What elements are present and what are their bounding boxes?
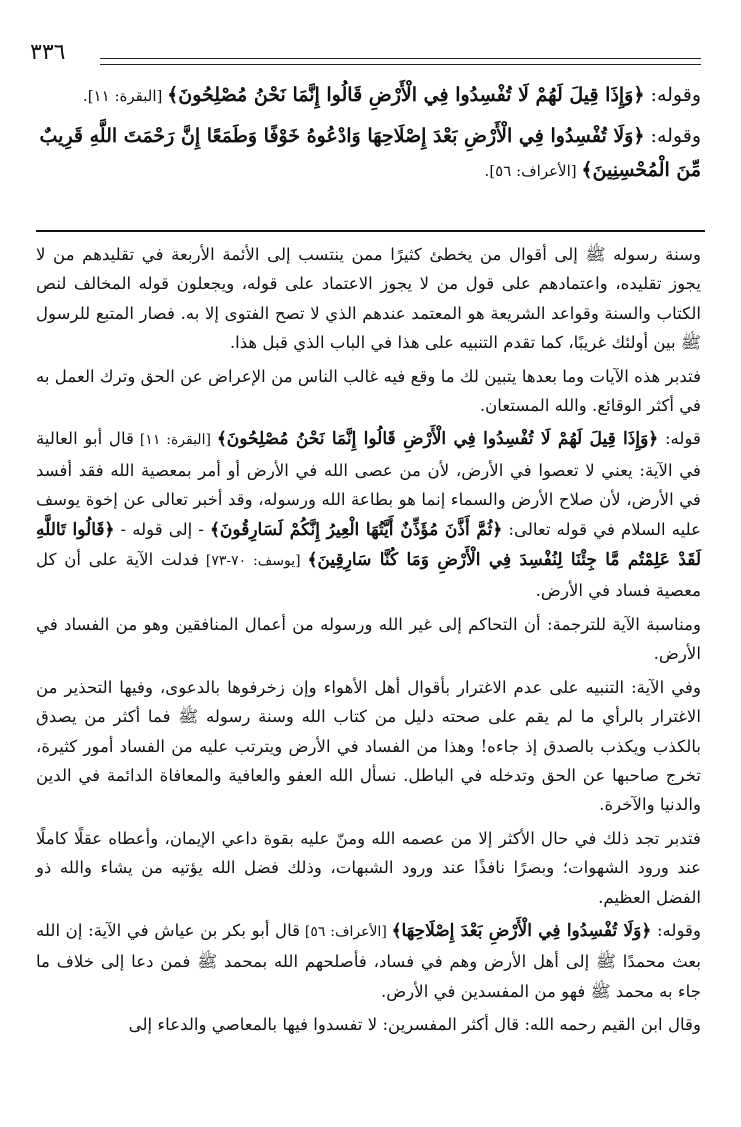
paragraph: وسنة رسوله ﷺ إلى أقوال من يخطئ كثيرًا ممن ينتسب إلى الأئمة الأربعة في تقليدهم من لا يجوز تقليده، واعتمادهم على قول من لا يجوز الاعتماد على قوله، ويجعلون قوله المخالف لنص الكتاب والسنة وقواعد الشريعة هو المعتمد عندهم الذي لا تصح الفتوى إلا به. فصار المتبع للرسول ﷺ بين أولئك غريبًا، كما تقدم التنبيه على هذا في الباب الذي قبل هذا. <box>36 245 701 353</box>
quran-text: ﴿وَإِذَا قِيلَ لَهُمْ لَا تُفْسِدُوا فِي الْأَرْضِ قَالُوا إِنَّمَا نَحْنُ مُصْلِحُونَ﴾ <box>167 84 645 106</box>
paragraph: فتدبر هذه الآيات وما بعدها يتبين لك ما وقع فيه غالب الناس من الإعراض عن الحق وترك العمل به في أكثر الوقائع. والله المستعان. <box>36 366 701 416</box>
verse-intro: وقوله: <box>644 125 701 147</box>
paragraph: فتدبر تجد ذلك في حال الأكثر إلا من عصمه الله ومنّ عليه بقوة داعي الإيمان، وأعطاه عقلًا كاملًا عند ورود الشهوات؛ وبصرًا نافذًا عند ورود الشبهات، وذلك فضل الله يؤتيه من يشاء والله ذو الفضل العظيم. <box>36 828 701 907</box>
quran-text: ﴿ثُمَّ أَذَّنَ مُؤَذِّنٌ أَيَّتُهَا الْعِيرُ إِنَّكُمْ لَسَارِقُونَ﴾ <box>209 519 503 540</box>
header-rule-secondary <box>100 64 701 65</box>
paragraph-intro: وقوله: <box>651 920 702 940</box>
quran-text: ﴿وَإِذَا قِيلَ لَهُمْ لَا تُفْسِدُوا فِي الْأَرْضِ قَالُوا إِنَّمَا نَحْنُ مُصْلِحُونَ﴾ <box>216 429 659 450</box>
paragraph-text: فدلت الآية على أن كل معصية فساد في الأرض. <box>36 550 701 601</box>
paragraph-intro: قوله: <box>658 429 701 449</box>
verse-reference: [يوسف: ٧٠-٧٣] <box>198 553 308 570</box>
paragraph <box>36 916 701 1006</box>
quran-text: ﴿قَالُوا تَاللَّهِ لَقَدْ عَلِمْتُم مَّا جِئْنَا لِنُفْسِدَ فِي الْأَرْضِ وَمَا كُنَّا سَارِقِينَ﴾ <box>36 519 702 571</box>
quran-text: ﴿وَلَا تُفْسِدُوا فِي الْأَرْضِ بَعْدَ إِصْلَاحِهَا﴾ <box>391 920 652 941</box>
paragraph <box>36 424 701 605</box>
page-number: ٣٣٦ <box>30 40 66 65</box>
paragraph-text: قال أبو العالية في الآية: يعني لا تعصوا في الأرض، لأن من عصى الله في الأرض أو أمر بمعصية الله فقد أفسد في الأرض، لأن صلاح الأرض والسماء إنما هو بطاعة الله ورسوله، وقد أخبر تعالى عن إخوة يوسف عليه السلام في قوله تعالى: <box>36 429 701 539</box>
quran-text: ﴿وَلَا تُفْسِدُوا فِي الْأَرْضِ بَعْدَ إِصْلَاحِهَا وَادْعُوهُ خَوْفًا وَطَمَعًا إِنَّ رَحْمَتَ اللَّهِ قَرِيبٌ مِّنَ الْمُحْسِنِينَ﴾ <box>39 125 701 181</box>
header-rule <box>100 58 701 59</box>
paragraph: ومناسبة الآية للترجمة: أن التحاكم إلى غير الله ورسوله من أعمال المنافقين وهو من الفساد في الأرض. <box>36 614 701 664</box>
paragraph-text: - إلى قوله - <box>114 519 210 539</box>
section-divider <box>36 230 705 232</box>
verse-reference: [البقرة: ١١] <box>133 432 217 449</box>
verse-intro: وقوله: <box>644 84 701 106</box>
paragraph: وقال ابن القيم رحمه الله: قال أكثر المفسرين: لا تفسدوا فيها بالمعاصي والدعاء إلى <box>128 1015 701 1035</box>
paragraph-text: قال أبو بكر بن عياش في الآية: إن الله بعث محمدًا ﷺ إلى أهل الأرض وهم في فساد، فأصلحهم الله بمحمد ﷺ فمن دعا إلى خلاف ما جاء به محمد ﷺ فهو من المفسدين في الأرض. <box>36 920 701 1001</box>
verse-araf-56 <box>36 119 701 188</box>
verse-reference: [البقرة: ١١]. <box>82 87 168 105</box>
commentary-body <box>36 240 701 1044</box>
verse-reference: [الأعراف: ٥٦] <box>300 923 392 940</box>
verse-baqarah-11 <box>36 78 701 113</box>
verse-reference: [الأعراف: ٥٦]. <box>484 162 582 180</box>
verses-block <box>36 78 701 194</box>
paragraph: وفي الآية: التنبيه على عدم الاغترار بأقوال أهل الأهواء وإن زخرفوها بالدعوى، وفيها التحذير من الاغترار بالرأي ما لم يقم على صحته دليل من كتاب الله وسنة رسوله ﷺ فما أكثر من يصدق بالكذب ويكذب بالصدق إذ جاءه! وهذا من الفساد في الأرض ويترتب عليه من الفساد أمور كثيرة، تخرج صاحبها عن الحق وتدخله في الباطل. نسأل الله العفو والعافية والمعافاة الدائمة في الدين والدنيا والآخرة. <box>36 677 702 815</box>
